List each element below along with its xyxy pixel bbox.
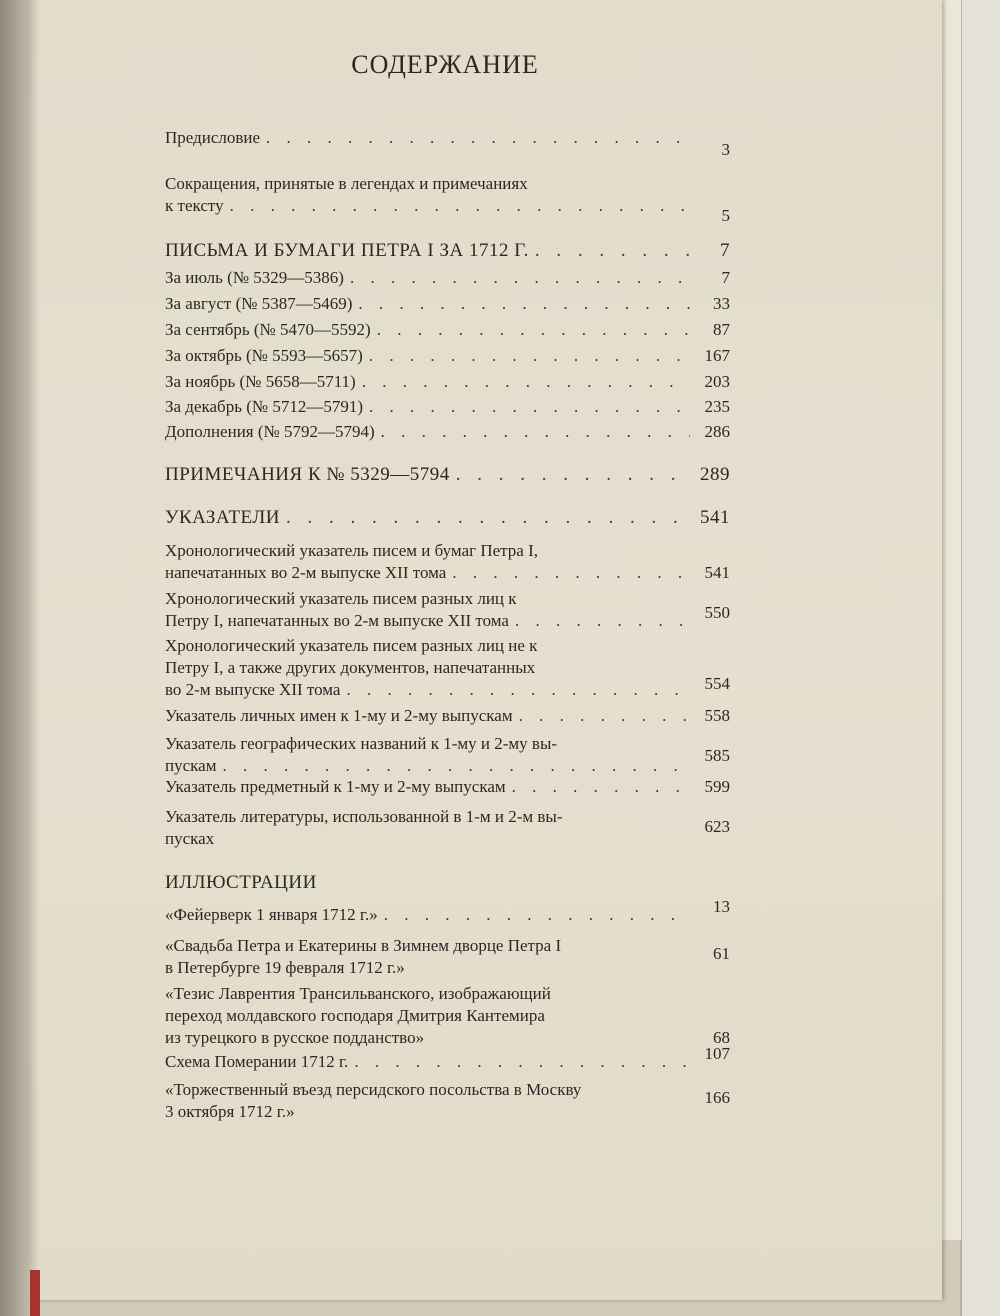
toc-page: 61 — [713, 944, 730, 963]
toc-label-cont: из турецкого в русское подданство» — [165, 1028, 425, 1047]
toc-label-cont: во 2-м выпуске XII тома — [165, 680, 341, 699]
toc-label: Предисловие — [165, 128, 261, 147]
toc-page: 554 — [704, 674, 730, 693]
toc-entry — [165, 706, 730, 728]
leader-dots — [350, 268, 690, 288]
toc-entry — [165, 897, 730, 927]
toc-page: 33 — [713, 294, 730, 313]
leader-dots — [519, 706, 690, 726]
toc-label: Хронологический указатель писем разных лиц к — [165, 589, 517, 608]
leader-dots — [369, 397, 690, 417]
toc-label-cont: напечатанных во 2-м выпуске XII тома — [165, 563, 447, 582]
toc-section — [165, 464, 730, 486]
toc-label: ИЛЛЮСТРАЦИИ — [165, 872, 317, 893]
toc-page: 167 — [704, 346, 730, 365]
toc-entry — [165, 777, 730, 799]
toc-entry — [165, 936, 730, 980]
toc-entry — [165, 734, 730, 778]
toc-label-cont: пускам — [165, 756, 217, 775]
page-title: СОДЕРЖАНИЕ — [351, 50, 539, 79]
toc-page: 166 — [704, 1088, 730, 1107]
toc-label: «Торжественный въезд персидского посольства в Москву — [165, 1080, 582, 1099]
toc-label: Указатель литературы, использованной в 1-м и 2-м вы- — [165, 807, 563, 826]
toc-label: «Фейерверк 1 января 1712 г.» — [165, 905, 378, 924]
leader-dots — [358, 294, 690, 314]
toc-page: 7 — [721, 268, 730, 287]
toc-label: За ноябрь (№ 5658—5711) — [165, 372, 356, 391]
leader-dots — [346, 680, 690, 700]
toc-entry — [165, 589, 730, 633]
toc-label: УКАЗАТЕЛИ — [165, 507, 281, 528]
toc-entry — [165, 320, 730, 342]
leader-dots — [452, 563, 690, 583]
toc-page: 107 — [704, 1044, 730, 1063]
spine-binding — [30, 1270, 40, 1316]
leader-dots — [222, 756, 690, 776]
toc-label: «Тезис Лаврентия Трансильванского, изображающий — [165, 984, 551, 1003]
toc-label-cont: переход молдавского господаря Дмитрия Кантемира — [165, 1006, 545, 1025]
toc-label: За сентябрь (№ 5470—5592) — [165, 320, 371, 339]
toc-entry — [165, 984, 730, 1050]
leader-dots — [381, 422, 690, 442]
toc-entry — [165, 346, 730, 368]
toc-label: Хронологический указатель писем разных лиц не к — [165, 636, 538, 655]
toc-page: 550 — [704, 603, 730, 622]
toc-label-cont: Петру I, а также других документов, напечатанных — [165, 658, 536, 677]
toc-entry — [165, 128, 730, 159]
toc-entry — [165, 1044, 730, 1074]
leader-dots — [369, 346, 690, 366]
toc-label-cont: пусках — [165, 829, 215, 848]
toc-page: 7 — [720, 240, 730, 261]
toc-entry — [165, 1080, 730, 1124]
toc-label: Указатель предметный к 1-му и 2-му выпускам — [165, 777, 506, 796]
leader-dots — [286, 507, 690, 529]
toc-label: Указатель личных имен к 1-му и 2-му выпускам — [165, 706, 513, 725]
toc-page: 623 — [704, 817, 730, 836]
toc-label: Сокращения, принятые в легендах и примечаниях — [165, 174, 528, 193]
toc-label: Схема Померании 1712 г. — [165, 1052, 349, 1071]
leader-dots — [230, 196, 690, 216]
toc-page: 68 — [713, 1028, 730, 1047]
toc-entry — [165, 372, 730, 394]
leader-dots — [515, 611, 690, 631]
toc-entry — [165, 807, 730, 851]
toc-page: 286 — [704, 422, 730, 441]
toc-entry — [165, 174, 730, 225]
toc-label: Дополнения (№ 5792—5794) — [165, 422, 375, 441]
leader-dots — [362, 372, 690, 392]
toc-label-cont: в Петербурге 19 февраля 1712 г.» — [165, 958, 405, 977]
toc-entry — [165, 422, 730, 444]
toc-entry — [165, 636, 730, 702]
leader-dots — [266, 128, 690, 148]
toc-page: 13 — [713, 897, 730, 916]
toc-label-cont: Петру I, напечатанных во 2-м выпуске XII тома — [165, 611, 509, 630]
toc-section — [165, 240, 730, 262]
toc-label-cont: к тексту — [165, 196, 224, 215]
toc-entry — [165, 397, 730, 419]
toc-page: 87 — [713, 320, 730, 339]
toc-page: 3 — [721, 140, 730, 159]
leader-dots — [354, 1052, 690, 1072]
toc-page: 585 — [704, 746, 730, 765]
toc-entry — [165, 268, 730, 290]
toc-label: ПРИМЕЧАНИЯ К № 5329—5794 — [165, 464, 450, 485]
toc-page: 203 — [704, 372, 730, 391]
toc-label: ПИСЬМА И БУМАГИ ПЕТРА I ЗА 1712 Г. — [165, 240, 529, 261]
toc-page: 599 — [704, 777, 730, 796]
leader-dots — [456, 464, 690, 486]
toc-label: За октябрь (№ 5593—5657) — [165, 346, 363, 365]
toc-section — [165, 872, 730, 894]
toc-label-cont: 3 октября 1712 г.» — [165, 1102, 295, 1121]
toc-label: Хронологический указатель писем и бумаг Петра I, — [165, 541, 539, 560]
toc-label: «Свадьба Петра и Екатерины в Зимнем дворце Петра I — [165, 936, 562, 955]
leader-dots — [377, 320, 690, 340]
leader-dots — [535, 240, 690, 262]
toc-page: 5 — [721, 206, 730, 225]
leader-dots — [384, 905, 690, 925]
toc-label: За декабрь (№ 5712—5791) — [165, 397, 363, 416]
toc-label: Указатель географических названий к 1-му и 2-му вы- — [165, 734, 558, 753]
toc-label: За июль (№ 5329—5386) — [165, 268, 344, 287]
toc-page: 235 — [704, 397, 730, 416]
toc-section — [165, 507, 730, 529]
toc-page: 289 — [700, 464, 730, 485]
toc-label: За август (№ 5387—5469) — [165, 294, 353, 313]
toc-entry — [165, 294, 730, 316]
toc-page: 541 — [704, 563, 730, 582]
spine-shadow — [0, 0, 40, 1316]
leader-dots — [512, 777, 690, 797]
toc-page: 558 — [704, 706, 730, 725]
toc-page: 541 — [700, 507, 730, 528]
toc-entry — [165, 541, 730, 585]
